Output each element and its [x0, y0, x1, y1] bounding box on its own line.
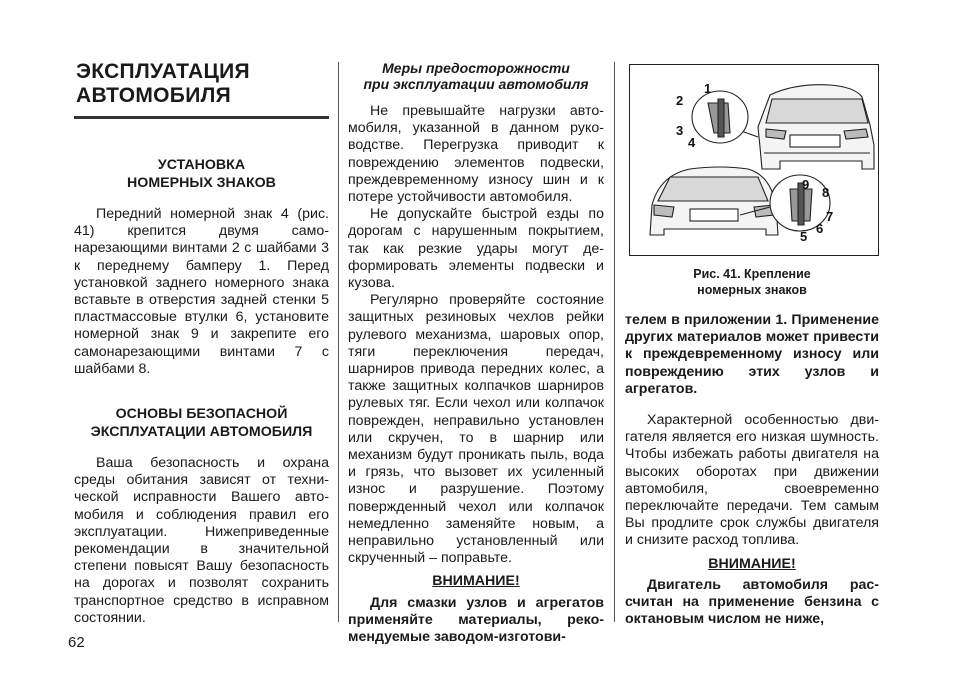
figure-caption-line: номерных знаков: [697, 283, 807, 297]
plates-paragraph: Передний номерной знак 4 (рис. 41) крепится двумя самонарезающими винтами 2 с шайбами 3 к переднему бамперу 1. Перед установкой заднего номерного знака вставьте в отверстия задней стенки 5 пластмассовые втулки 6, установите номерной знак 9 и закрепите его самонарезающими винтами 7 с шайбами 8.: [74, 206, 329, 377]
chapter-title-line-2: АВТОМОБИЛЯ: [76, 84, 232, 107]
warning-text: Для смазки узлов и агрегатов применяйте материалы, рекомендуемые заводом-изготови-: [348, 594, 604, 646]
column-divider: [338, 62, 339, 622]
label-2: 2: [676, 93, 684, 108]
section-title-line: ОСНОВЫ БЕЗОПАСНОЙ: [115, 406, 288, 423]
paragraph-load: Не превышайте нагрузки автомобиля, указанной в данном руководстве. Перегрузка приводит к повреждению элементов подвески, преждевременному износу шин и к потере устойчивости автомобиля.: [348, 103, 604, 206]
precautions-title: [348, 60, 604, 92]
right-column: [625, 58, 879, 628]
precautions-title-line: Меры предосторожности: [382, 60, 570, 76]
safety-paragraph: Ваша безопасность и охрана среды обитания зависят от технической исправности Вашего автомобиля и соблюдения правил его эксплуатации. Нижеприведенные рекомендации в значительной степени повысят Вашу безопасность на дорогах и позволят сохранить транспортное средство в исправном состоянии.: [74, 455, 329, 626]
car-illustration: [630, 65, 878, 255]
page-number: 62: [68, 634, 85, 651]
chapter-rule: [74, 116, 329, 119]
chapter-title-line-1: ЭКСПЛУАТАЦИЯ: [76, 60, 250, 83]
label-4: 4: [688, 135, 696, 150]
chapter-title: [76, 60, 329, 108]
figure-caption: [625, 266, 879, 298]
continued-warning-text: телем в приложении 1. Применение других материалов может привести к преждевременному износу или повреждению этих узлов и агрегатов.: [625, 312, 879, 397]
column-divider: [614, 62, 615, 622]
paragraph-speed: Не допускайте быстрой езды по дорогам с нарушенным покрытием, так как резкие удары могут деформировать элементы подвески и кузова.: [348, 206, 604, 292]
section-title-plates: [74, 157, 329, 192]
section-title-line: ЭКСПЛУАТАЦИИ АВТОМОБИЛЯ: [90, 423, 313, 440]
section-title-safety: [74, 406, 329, 441]
figure-caption-line: Рис. 41. Крепление: [693, 267, 811, 281]
label-5: 5: [800, 229, 808, 244]
label-7: 7: [826, 209, 834, 224]
middle-column: [348, 58, 604, 646]
section-title-line: НОМЕРНЫХ ЗНАКОВ: [127, 174, 276, 191]
label-6: 6: [816, 221, 824, 236]
left-column: [74, 58, 329, 627]
label-3: 3: [676, 123, 684, 138]
warning-text: Двигатель автомобиля рассчитан на применение бензина с октановым числом не ниже,: [625, 576, 879, 628]
section-title-line: УСТАНОВКА: [157, 157, 246, 173]
precautions-title-line: при эксплуатации автомобиля: [363, 76, 589, 92]
paragraph-engine: Характерной особенностью двигателя является его низкая шумность. Чтобы избежать работы двигателя на высоких оборотах при движении автомобиля, своевременно переключайте передачи. Тем самым Вы продлите срок службы двигателя и снизите расход топлива.: [625, 412, 879, 549]
label-1: 1: [704, 81, 712, 96]
warning-heading: ВНИМАНИЕ!: [708, 555, 796, 572]
warning-heading: ВНИМАНИЕ!: [432, 573, 520, 590]
label-8: 8: [822, 185, 830, 200]
paragraph-boots: Регулярно проверяйте состояние защитных резиновых чехлов рейки рулевого механизма, шаровых опор, тяги переключения передач, шарниров привода передних колес, а также защитных колпачков шарниров рулевых тяг. Если чехол или колпачок поврежден, неправильно установлен или скручен, то в шарнир или механизм будут проникать пыль, вода и грязь, что вызовет их усиленный износ и разрушение. Поэтому повержденный чехол или колпачок немедленно заменяйте новым, а неправильно установленный или скрученный – поправьте.: [348, 292, 604, 567]
figure-plate-mounting: [629, 64, 879, 256]
label-9: 9: [802, 177, 810, 192]
